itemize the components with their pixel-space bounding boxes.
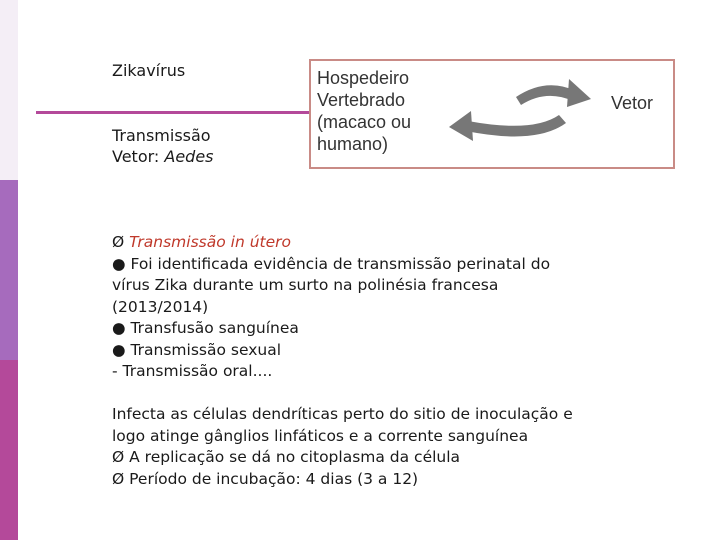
slide-subtitle [112,125,214,167]
cycle-arrow-bottom [466,115,566,136]
vector-label: Vetor [611,93,654,113]
section-heading [112,232,692,254]
sidebar-strip [0,0,18,540]
host-label-line: (macaco ou [317,112,412,132]
subtitle-vector-genus: Aedes [164,147,214,166]
arrow-bullet-marker: Ø [112,233,125,251]
cycle-arrow-top-head [567,79,591,107]
body-line: ● Transmissão sexual [112,340,282,359]
host-label-line: humano) [317,134,389,154]
section-heading-text: Transmissão in útero [129,233,291,251]
host-label-line: Vertebrado [317,90,406,110]
host-label-line: Hospedeiro [317,68,410,88]
infection-section [112,404,692,490]
subtitle-line-1: Transmissão [112,126,211,145]
body-line: ● Transfusão sanguínea [112,319,299,337]
body-line: logo atinge gânglios linfáticos e a corrente sanguínea [112,426,529,445]
body-line: Infecta as células dendríticas perto do sitio de inoculação e [112,405,573,423]
transmission-section [112,232,692,383]
host-label [317,67,411,155]
body-line: - Transmissão oral.... [112,362,273,380]
body-line: ● Foi identificada evidência de transmissão perinatal do [112,254,551,273]
cycle-arrow-bottom-head [449,111,473,141]
body-line: vírus Zika durante um surto na polinésia francesa [112,276,499,294]
body-line: (2013/2014) [112,297,209,316]
subtitle-vector-prefix: Vetor: [112,147,165,166]
slide-title: Zikavírus [112,61,186,80]
cycle-arrow-top [516,85,576,105]
sidebar-accent-bar-lower [0,360,18,540]
title-divider [36,111,310,114]
sidebar-accent-bar-upper [0,180,18,360]
body-line: Ø A replicação se dá no citoplasma da célula [112,448,461,466]
body-line: Ø Período de incubação: 4 dias (3 a 12) [112,469,419,488]
transmission-cycle-figure [309,59,675,169]
subtitle-line-2 [112,146,214,167]
